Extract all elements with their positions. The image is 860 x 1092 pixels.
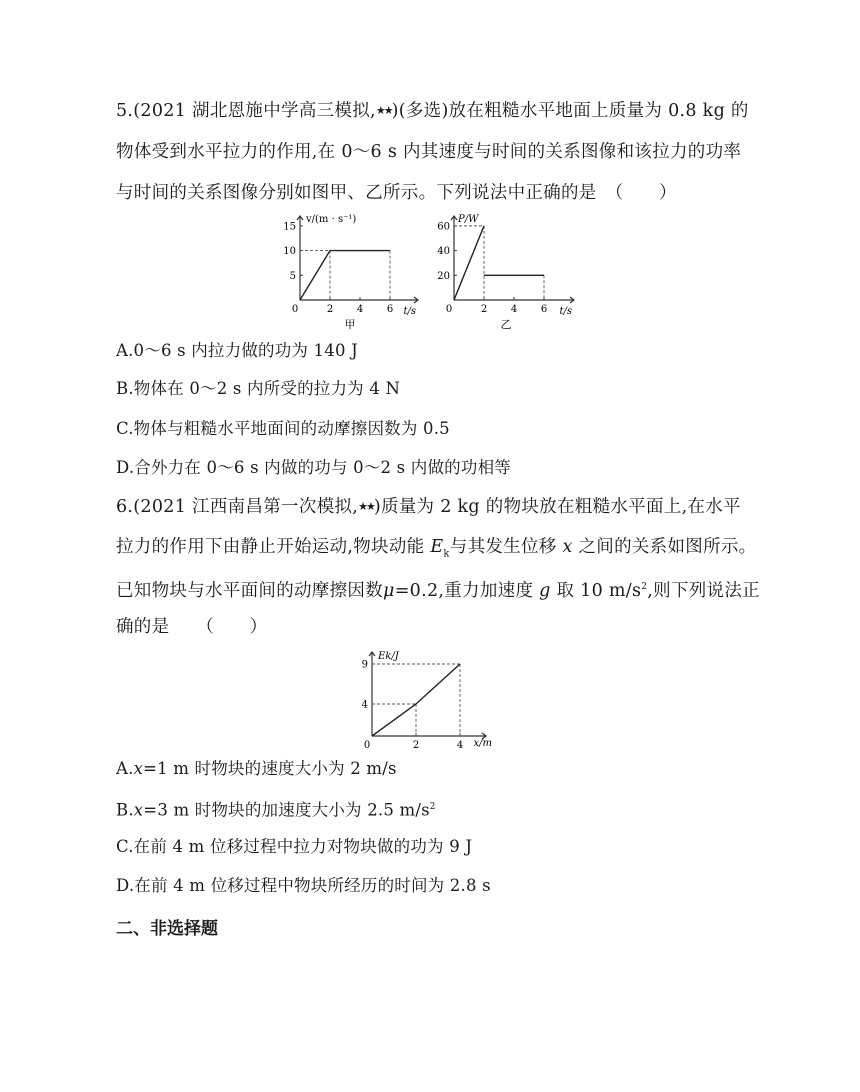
yi-ytick-label: 60 <box>437 221 450 233</box>
q5-stem-1: )(多选)放在粗糙水平地面上质量为 0.8 kg 的 <box>391 101 749 121</box>
var-x: x <box>562 537 573 557</box>
jia-xtick-label: 6 <box>386 304 394 315</box>
q6-line-2: 拉力的作用下由静止开始运动,物块动能 $E_k$与其发生位移 x 之间的关系如图所示。 <box>116 537 757 560</box>
q6-stem-1: )质量为 2 kg 的物块放在粗糙水平面上,在水平 <box>373 497 741 517</box>
ek-xtick-label: 0 <box>363 740 371 750</box>
q5-option-c[interactable]: C.物体与粗糙水平地面间的动摩擦因数为 0.5 <box>116 419 450 438</box>
q5-line-3: 与时间的关系图像分别如图甲、乙所示。下列说法中正确的是 （ ） <box>116 183 677 203</box>
jia-ytick-label: 15 <box>283 221 296 233</box>
jia-xtick-label: 0 <box>291 304 299 315</box>
yi-xtick-label: 0 <box>445 304 453 315</box>
chart-yi-ylabel: P/W <box>458 214 479 225</box>
ek-xtick-label: 2 <box>412 740 420 750</box>
ek-ytick-label: 4 <box>361 699 368 711</box>
q5-option-d[interactable]: D.合外力在 0～6 s 内做的功与 0～2 s 内做的功相等 <box>116 458 511 477</box>
jia-xtick-label: 4 <box>356 304 364 315</box>
var-E: E <box>430 537 444 557</box>
chart-jia-xlabel: t/s <box>403 306 416 317</box>
q6-option-b[interactable]: B.x=3 m 时物块的加速度大小为 2.5 $m/s^2$ <box>116 800 436 820</box>
section-title: 二、非选择题 <box>116 919 218 939</box>
var-g: g <box>539 580 551 601</box>
chart-jia-title: 甲 <box>344 318 356 331</box>
chart-ek-x <box>346 646 496 750</box>
chart-ek-ylabel: Ek/J <box>378 651 399 662</box>
q5-source: 5.(2021 湖北恩施中学高三模拟, <box>116 101 376 121</box>
q6-source: 6.(2021 江西南昌第一次模拟, <box>116 497 359 517</box>
yi-series-segment <box>454 226 484 300</box>
jia-ytick-label: 10 <box>283 246 296 258</box>
chart-jia-series-line <box>300 251 390 300</box>
chart-ek-xlabel: x/m <box>473 738 492 749</box>
q6-line-3: 已知物块与水平面间的动摩擦因数μ=0.2,重力加速度 g 取 10 $m/s^2$,则下列说法正 <box>116 580 760 601</box>
yi-xtick-label: 6 <box>540 304 548 315</box>
sup-2: 2 <box>641 582 648 592</box>
yi-xtick-label: 2 <box>480 304 488 315</box>
yi-xtick-label: 4 <box>510 304 518 315</box>
chart-jia <box>270 208 430 338</box>
q5-option-b[interactable]: B.物体在 0～2 s 内所受的拉力为 4 N <box>116 379 401 398</box>
q5-line-2: 物体受到水平拉力的作用,在 0～6 s 内其速度与时间的关系图像和该拉力的功率 <box>116 142 742 162</box>
yi-ytick-label: 20 <box>437 270 450 282</box>
jia-ytick-label: 5 <box>289 270 296 282</box>
q5-line-1 <box>116 100 749 122</box>
q6-option-a[interactable]: A.x=1 m 时物块的速度大小为 2 m/s <box>116 759 397 778</box>
jia-xtick-label: 2 <box>326 304 334 315</box>
ek-ytick-label: 9 <box>361 659 368 671</box>
chart-jia-ylabel: v/(m · s⁻¹) <box>306 214 357 225</box>
chart-yi-xlabel: t/s <box>559 306 572 317</box>
difficulty-stars-icon: ★★ <box>375 104 392 117</box>
chart-yi-title: 乙 <box>500 318 512 331</box>
var-mu: μ <box>383 580 395 601</box>
q6-option-d[interactable]: D.在前 4 m 位移过程中物块所经历的时间为 2.8 s <box>116 876 491 895</box>
q6-line-1 <box>116 496 741 518</box>
chart-yi <box>428 208 588 338</box>
q5-option-a[interactable]: A.0～6 s 内拉力做的功为 140 J <box>116 341 358 360</box>
q6-option-c[interactable]: C.在前 4 m 位移过程中拉力对物块做的功为 9 J <box>116 837 473 856</box>
yi-ytick-label: 40 <box>437 246 450 258</box>
q6-line-4: 确的是 （ ） <box>116 617 268 637</box>
sub-k: k <box>443 548 450 560</box>
ek-xtick-label: 4 <box>456 740 464 750</box>
difficulty-stars-icon: ★★ <box>358 500 374 513</box>
